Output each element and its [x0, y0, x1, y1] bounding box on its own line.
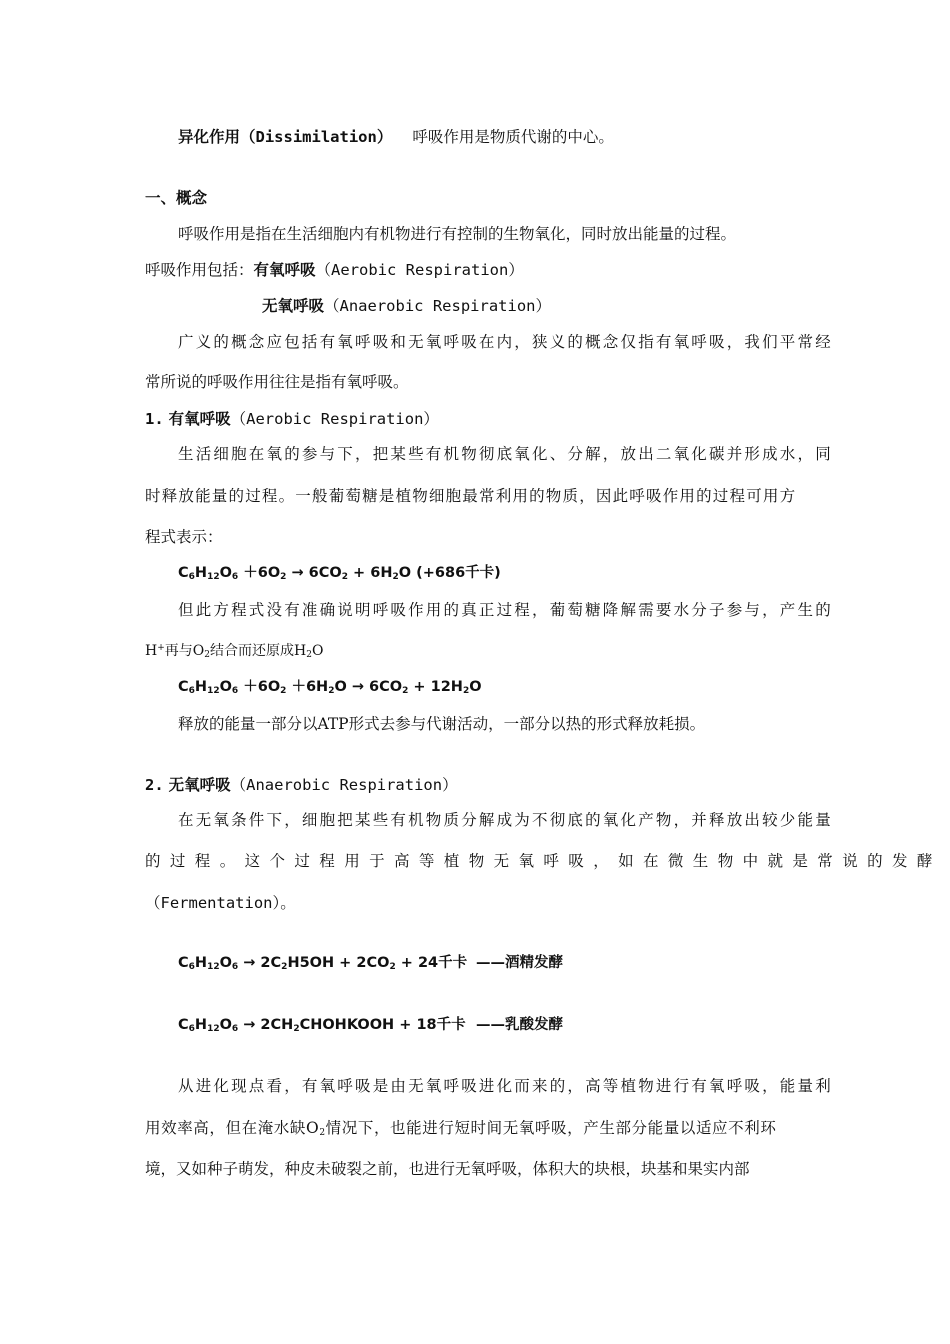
broad-concept-line-1: 广义的概念应包括有氧呼吸和无氧呼吸在内，狭义的概念仅指有氧呼吸，我们平常经: [178, 333, 833, 351]
aerobic-heading-num: 1.: [145, 410, 164, 428]
document-title-line: [178, 127, 614, 147]
anaerobic-paragraph-line-1: 在无氧条件下，细胞把某些有机物质分解成为不彻底的氧化产物，并释放出较少能量: [178, 811, 833, 829]
anaerobic-term-en: （Anaerobic Respiration）: [324, 297, 551, 315]
alcohol-fermentation-equation: $C_6H_{12}O_6 \to 2C_2H5OH + 2CO_2 + 24$千卡: [178, 955, 468, 972]
anaerobic-heading-num: 2.: [145, 776, 164, 794]
aerobic-term: 有氧呼吸: [253, 260, 316, 279]
anaerobic-heading: [145, 775, 458, 795]
anaerobic-heading-text: 无氧呼吸: [168, 775, 231, 794]
anaerobic-paragraph-line-3: （Fermentation）。: [145, 894, 296, 912]
evolution-line-3: 境，又如种子萌发，种皮未破裂之前，也进行无氧呼吸，体积大的块根，块基和果实内部: [145, 1160, 750, 1178]
lactic-energy: + 18千卡: [399, 1017, 466, 1033]
aerobic-equation-2: $C_6H_{12}O_6 +6O_2 +6H_2O \to 6CO_2 + 12H_2O$: [178, 679, 482, 696]
equation-energy: (+686千卡): [416, 565, 501, 581]
section-heading-concept: 一、概念: [145, 188, 208, 207]
aerobic-paragraph-line-2: 时释放能量的过程。一般葡萄糖是植物细胞最常利用的物质，因此呼吸作用的过程可用方: [145, 487, 797, 505]
text-fragment: 再与: [164, 643, 193, 659]
evolution-line-2: 用效率高，但在淹水缺$O_2$情况下，也能进行短时间无氧呼吸，产生部分能量以适应不利环: [145, 1119, 777, 1138]
anaerobic-heading-en: （Anaerobic Respiration）: [230, 776, 458, 794]
aerobic-paragraph3: 释放的能量一部分以ATP形式去参与代谢活动，一部分以热的形式释放耗损。: [178, 715, 706, 733]
doc-title-en: （Dissimilation）: [240, 128, 393, 146]
aerobic-paragraph-line-1: 生活细胞在氧的参与下，把某些有机物彻底氧化、分解，放出二氧化碳并形成水，同: [178, 445, 833, 463]
concept-definition: 呼吸作用是指在生活细胞内有机物进行有控制的生物氧化，同时放出能量的过程。: [178, 225, 737, 243]
includes-line: [145, 260, 524, 280]
aerobic-paragraph2-line-1: 但此方程式没有准确说明呼吸作用的真正过程，葡萄糖降解需要水分子参与，产生的: [178, 601, 833, 619]
text-fragment: 用效率高，但在淹水缺: [145, 1119, 307, 1137]
doc-summary: 呼吸作用是物质代谢的中心。: [412, 128, 614, 146]
aerobic-heading-en: （Aerobic Respiration）: [230, 410, 439, 428]
anaerobic-paragraph-line-2: 的过程。这个过程用于高等植物无氧呼吸，如在微生物中就是常说的发酵: [145, 852, 942, 870]
aerobic-paragraph-line-3: 程式表示：: [145, 528, 223, 546]
lactic-fermentation-equation: $C_6H_{12}O_6$ → $2CH_2CHOHKOOH + 18$千卡: [178, 1017, 466, 1034]
text-fragment: 结合而还原成: [209, 643, 294, 659]
aerobic-term-en: （Aerobic Respiration）: [315, 261, 524, 279]
anaerobic-term: 无氧呼吸: [262, 296, 325, 315]
aerobic-heading-text: 有氧呼吸: [168, 409, 231, 428]
doc-title: 异化作用: [178, 127, 241, 146]
evolution-line-1: 从进化现点看，有氧呼吸是由无氧呼吸进化而来的，高等植物进行有氧呼吸，能量利: [178, 1077, 833, 1095]
aerobic-heading: [145, 409, 439, 429]
lactic-fermentation-label: ——乳酸发酵: [476, 1017, 563, 1033]
alcohol-fermentation-label: ——酒精发酵: [476, 955, 563, 971]
includes-label: 呼吸作用包括：: [145, 261, 254, 279]
hydrogen-ion: H: [145, 643, 158, 659]
broad-concept-line-2: 常所说的呼吸作用往往是指有氧呼吸。: [145, 373, 409, 391]
aerobic-paragraph2-line-2: H+再与$O_2$结合而还原成$H_2O$: [145, 643, 324, 660]
alcohol-energy: + 24千卡: [400, 955, 468, 971]
aerobic-equation-1: $C_6H_{12}O_6 +6O_2 \to 6CO_2 + 6H_2O$ (+686千卡): [178, 565, 501, 582]
text-fragment: 情况下，也能进行短时间无氧呼吸，产生部分能量以适应不利环: [325, 1119, 777, 1137]
anaerobic-term-line: [262, 296, 551, 316]
